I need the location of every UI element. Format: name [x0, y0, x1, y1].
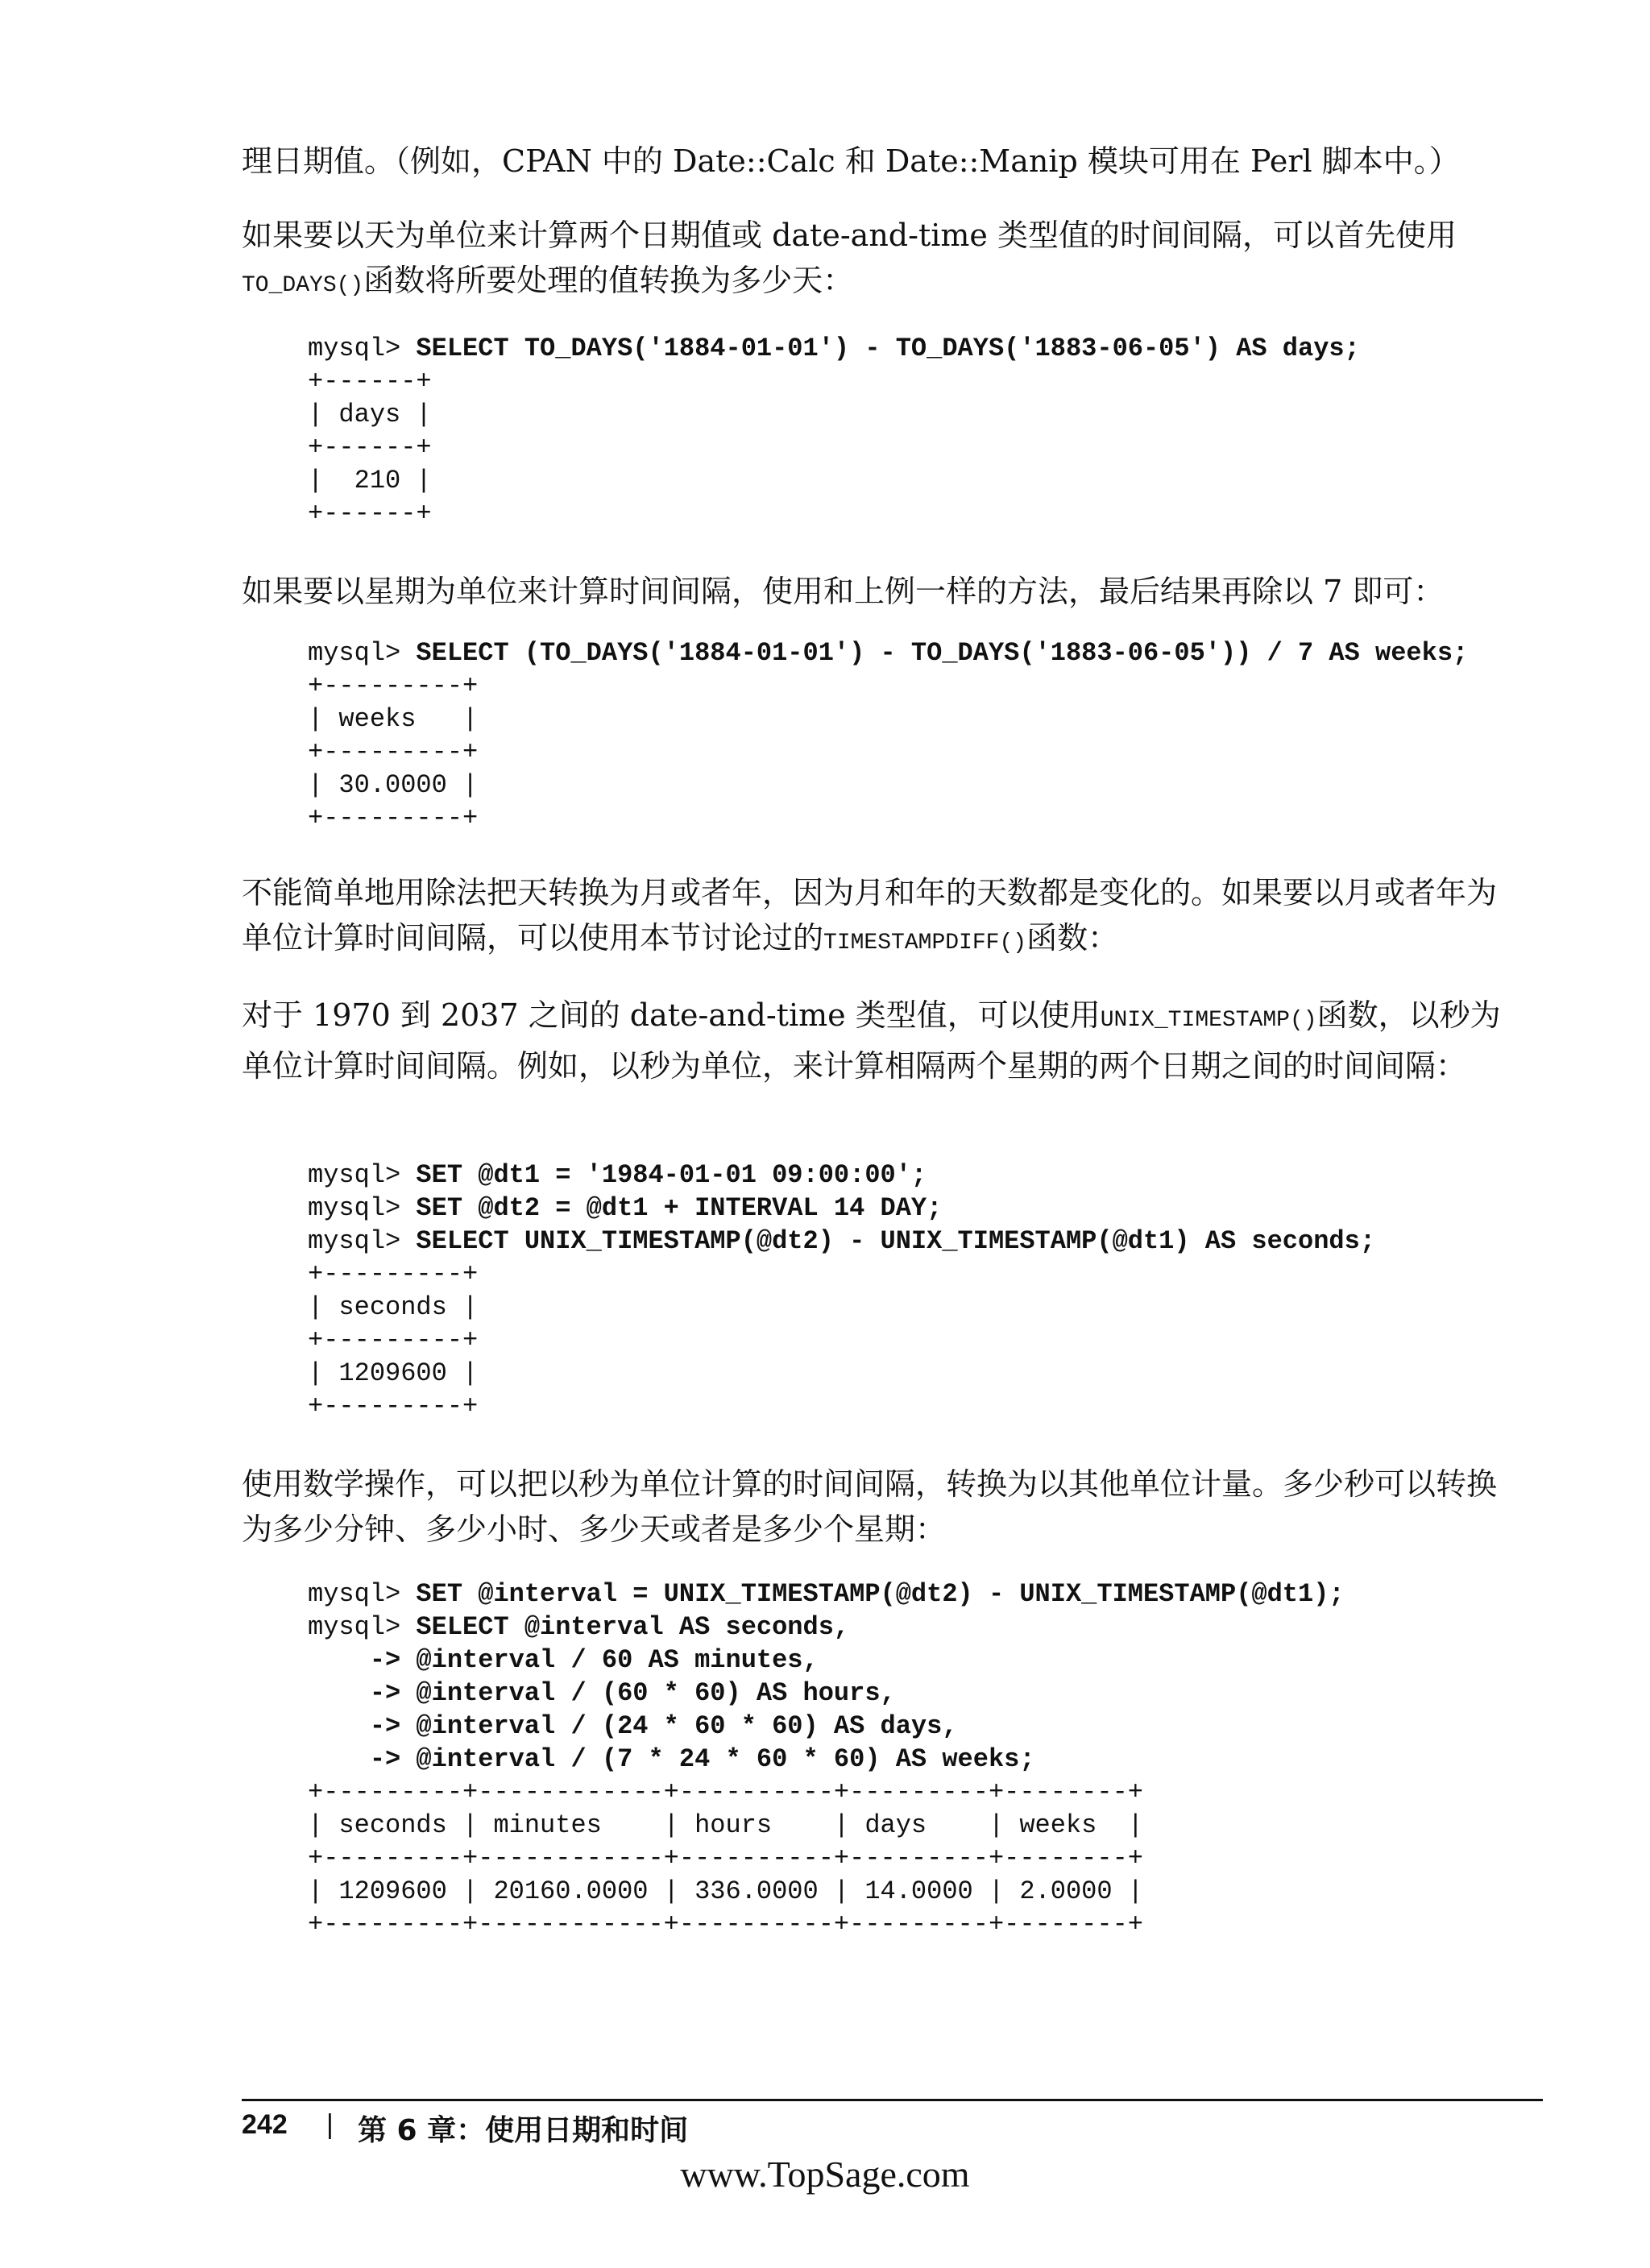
- mysql-prompt: mysql>: [308, 638, 417, 668]
- inline-code-timestampdiff: TIMESTAMPDIFF(): [823, 931, 1027, 956]
- mysql-prompt: mysql>: [308, 1612, 417, 1642]
- code-block-weeks: [308, 636, 1468, 835]
- paragraph-months-text: 不能简单地用除法把天转换为月或者年，因为月和年的天数都是变化的。如果要以月或者年为单位计算时间间隔，可以使用本节讨论过的: [242, 875, 1498, 956]
- paragraph-intro-text: 理日期值。（例如，CPAN 中的 Date::Calc 和 Date::Manip 模块可用在 Perl 脚本中。）: [242, 143, 1460, 179]
- mysql-prompt: mysql>: [308, 334, 417, 363]
- result-table: +---------+ | weeks | +---------+ | 30.0000 | +---------+: [308, 671, 479, 833]
- sql-command: SET @dt1 = '1984-01-01 09:00:00';: [416, 1160, 927, 1190]
- paragraph-to-days-text: 如果要以天为单位来计算两个日期值或 date-and-time 类型值的时间间隔，可以首先使用: [242, 218, 1457, 253]
- paragraph-unix-text: 对于 1970 到 2037 之间的 date-and-time 类型值，可以使用: [242, 997, 1101, 1033]
- sql-command: SELECT TO_DAYS('1884-01-01') - TO_DAYS('1883-06-05') AS days;: [416, 334, 1360, 363]
- code-block-days: [308, 332, 1360, 530]
- code-block-interval: [308, 1578, 1345, 1941]
- paragraph-unix-tail: 函数，以秒为单位计算时间间隔。例如，以秒为单位，来计算相隔两个星期的两个日期之间的时间间隔：: [242, 997, 1501, 1084]
- paragraph-unix-timestamp: [242, 993, 1515, 1088]
- footer-rule: [242, 2099, 1543, 2101]
- sql-command: SET @dt2 = @dt1 + INTERVAL 14 DAY;: [416, 1193, 943, 1223]
- paragraph-intro: [242, 139, 1515, 184]
- result-table: +------+ | days | +------+ | 210 | +------+: [308, 367, 432, 529]
- paragraph-weeks: [242, 569, 1515, 614]
- page-number: 242: [242, 2109, 288, 2140]
- result-table: +---------+------------+----------+---------+--------+ | seconds | minutes | hours | days | weeks | +---------+------------+----------+---------+--------+ | 1209600 | 20160.0000 | 336.0000 | 14.0000 | 2.0000 | +---------+------------+----------+---------+--------+: [308, 1777, 1143, 1939]
- paragraph-weeks-text: 如果要以星期为单位来计算时间间隔，使用和上例一样的方法，最后结果再除以 7 即可：: [242, 574, 1445, 609]
- mysql-prompt: mysql>: [308, 1160, 417, 1190]
- sql-command: SELECT (TO_DAYS('1884-01-01') - TO_DAYS('1883-06-05')) / 7 AS weeks;: [416, 638, 1469, 668]
- mysql-prompt: mysql>: [308, 1226, 417, 1256]
- paragraph-months: [242, 870, 1515, 966]
- chapter-title: 第 6 章：使用日期和时间: [358, 2114, 689, 2147]
- result-table: +---------+ | seconds | +---------+ | 1209600 | +---------+: [308, 1259, 479, 1421]
- inline-code-to-days: TO_DAYS(): [242, 273, 364, 298]
- inline-code-unix-timestamp: UNIX_TIMESTAMP(): [1100, 1008, 1317, 1033]
- mysql-prompt: mysql>: [308, 1579, 417, 1609]
- paragraph-conversions: [242, 1462, 1515, 1552]
- footer-separator: |: [326, 2109, 334, 2140]
- paragraph-months-tail: 函数：: [1026, 920, 1119, 956]
- code-block-seconds: [308, 1159, 1375, 1423]
- mysql-prompt: mysql>: [308, 1193, 417, 1223]
- sql-command: SELECT UNIX_TIMESTAMP(@dt2) - UNIX_TIMESTAMP(@dt1) AS seconds;: [416, 1226, 1376, 1256]
- paragraph-to-days: [242, 213, 1515, 309]
- paragraph-conversions-text: 使用数学操作，可以把以秒为单位计算的时间间隔，转换为以其他单位计量。多少秒可以转换为多少分钟、多少小时、多少天或者是多少个星期：: [242, 1466, 1498, 1547]
- site-watermark: www.TopSage.com: [680, 2154, 970, 2195]
- sql-command: SET @interval = UNIX_TIMESTAMP(@dt2) - UNIX_TIMESTAMP(@dt1);: [416, 1579, 1345, 1609]
- paragraph-to-days-tail: 函数将所要处理的值转换为多少天：: [363, 263, 854, 298]
- sql-command: SELECT @interval AS seconds, -> @interval / 60 AS minutes, -> @interval / (60 * 60) AS hours, -> @interval / (24 * 60 * 60) AS days, -> @interval / (7 * 24 * 60 * 60) AS weeks;: [369, 1612, 1035, 1774]
